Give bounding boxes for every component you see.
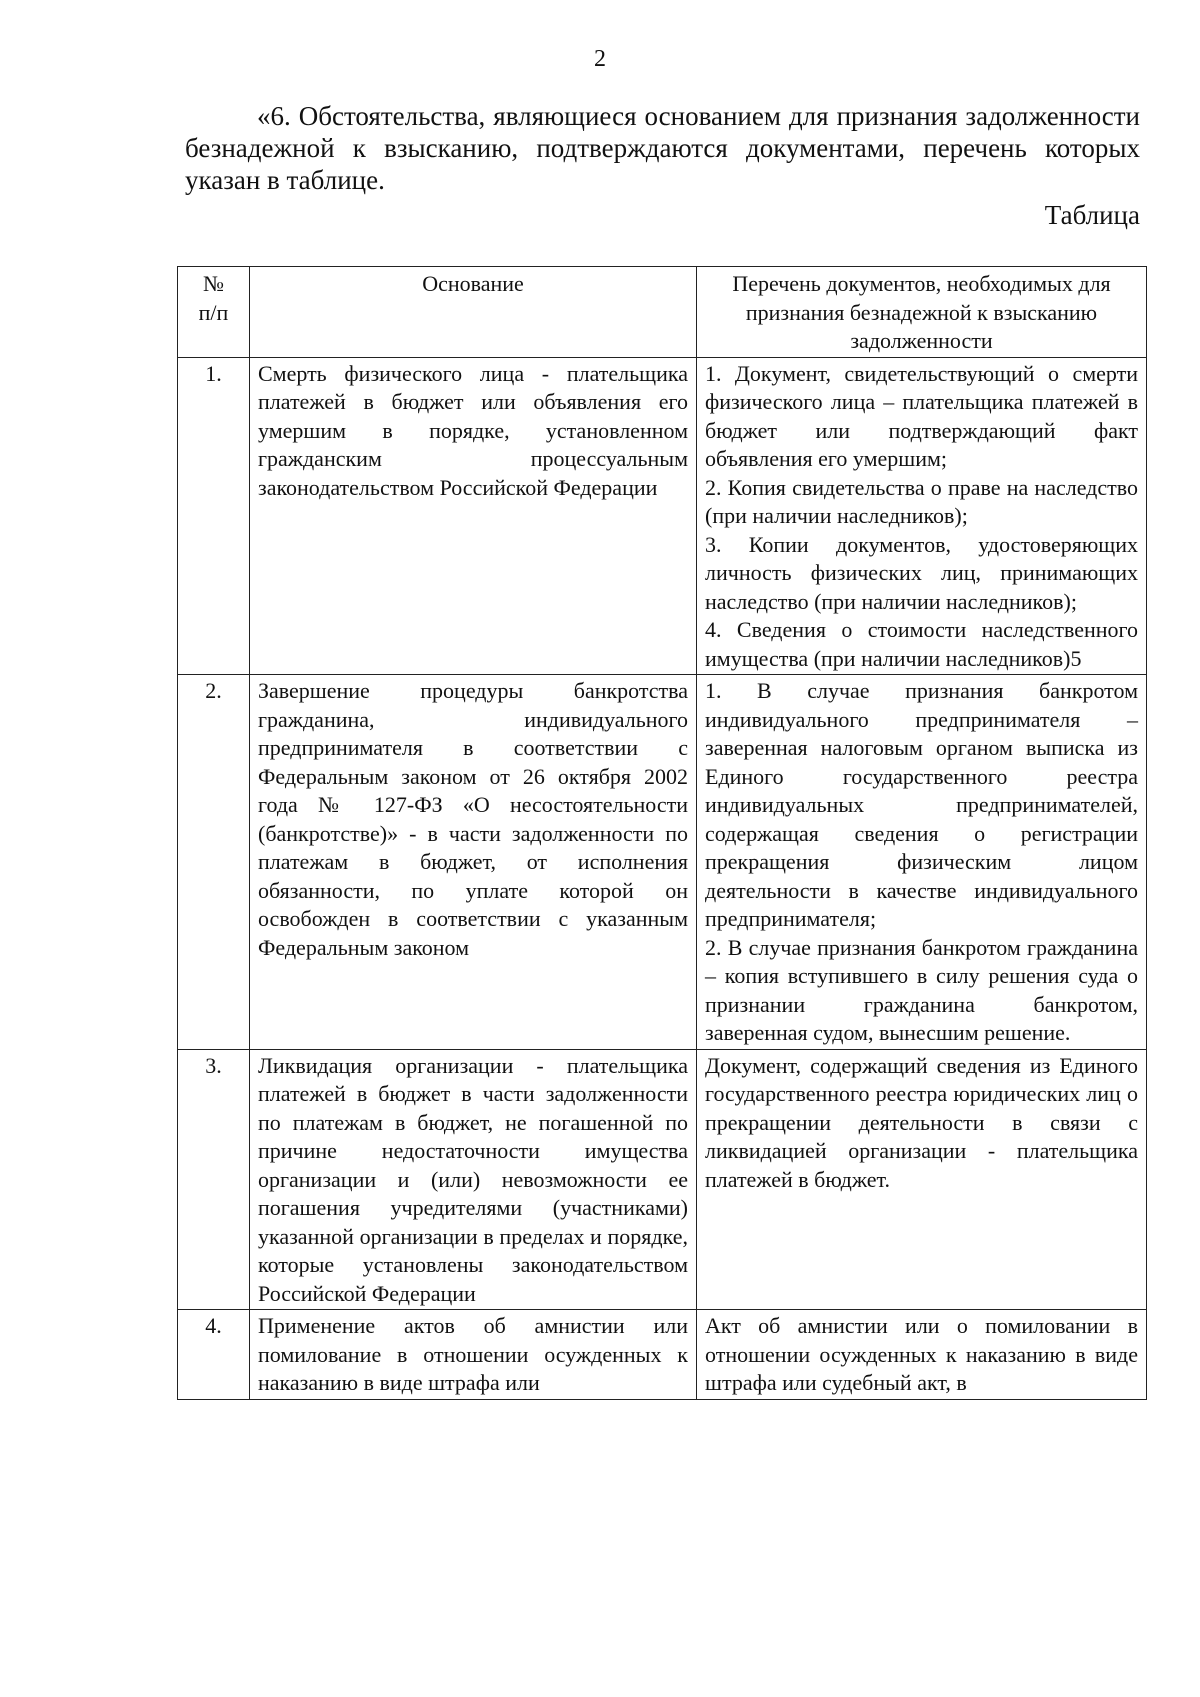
row-basis: Применение актов об амнистии или помилование в отношении осужденных к наказанию в виде штрафа или — [250, 1310, 697, 1400]
row-documents — [697, 1049, 1147, 1310]
table-header-row — [178, 267, 1147, 358]
document-item: 1. Документ, свидетельствующий о смерти физического лица – плательщика платежей в бюджет или подтверждающий факт объявления его умершим; — [705, 360, 1138, 471]
table-row — [178, 1049, 1147, 1310]
document-item: 2. Копия свидетельства о праве на наследство (при наличии наследников); — [705, 474, 1138, 528]
document-item: Документ, содержащий сведения из Единого государственного реестра юридических лиц о прекращении деятельности в связи с ликвидацией организации - плательщика платежей в бюджет. — [705, 1052, 1138, 1192]
documents-table — [177, 266, 1147, 1400]
row-documents — [697, 357, 1147, 675]
row-number: 4. — [178, 1310, 250, 1400]
document-item: Акт об амнистии или о помиловании в отношении осужденных к наказанию в виде штрафа или судебный акт, в — [705, 1313, 1138, 1395]
row-basis: Завершение процедуры банкротства гражданина, индивидуального предпринимателя в соответствии с Федеральным законом от 26 октября 2002 года № 127-ФЗ «О несостоятельности (банкротстве)» - в части задолженности по платежам в бюджет, от исполнения обязанности, по уплате которой он освобожден в соответствии с указанным Федеральным законом — [250, 675, 697, 1050]
row-basis: Смерть физического лица - плательщика платежей в бюджет или объявления его умершим в порядке, установленном гражданским процессуальным законодательством Российской Федерации — [250, 357, 697, 675]
header-number-line2: п/п — [198, 299, 229, 325]
header-number — [178, 267, 250, 358]
header-number-line1: № — [203, 271, 224, 296]
page-number: 2 — [594, 46, 606, 72]
table-row — [178, 357, 1147, 675]
intro-paragraph: «6. Обстоятельства, являющиеся основанием для признания задолженности безнадежной к взысканию, подтверждаются документами, перечень которых указан в таблице. — [185, 101, 1140, 195]
row-basis: Ликвидация организации - плательщика платежей в бюджет в части задолженности по платежам в бюджет, не погашенной по причине недостаточности имущества организации и (или) невозможности ее погашения учредителями (участниками) указанной организации в пределах и порядке, которые установлены законодательством Российской Федерации — [250, 1049, 697, 1310]
table-row — [178, 1310, 1147, 1400]
row-documents — [697, 1310, 1147, 1400]
document-item: 1. В случае признания банкротом индивидуального предпринимателя – заверенная налоговым органом выписка из Единого государственного реестра индивидуальных предпринимателей, содержащая сведения о регистрации прекращения физическим лицом деятельности в качестве индивидуального предпринимателя; — [705, 678, 1138, 931]
document-item: 2. В случае признания банкротом гражданина – копия вступившего в силу решения суда о признании гражданина банкротом, заверенная судом, вынесшим решение. — [705, 934, 1138, 1045]
row-number: 3. — [178, 1049, 250, 1310]
row-number: 1. — [178, 357, 250, 675]
document-item: 3. Копии документов, удостоверяющих личность физических лиц, принимающих наследство (при наличии наследников); — [705, 531, 1138, 614]
document-item: 4. Сведения о стоимости наследственного имущества (при наличии наследников)5 — [705, 617, 1138, 671]
row-number: 2. — [178, 675, 250, 1050]
table-row — [178, 675, 1147, 1050]
row-documents — [697, 675, 1147, 1050]
header-basis: Основание — [250, 267, 697, 358]
table-caption: Таблица — [1044, 200, 1140, 230]
header-documents: Перечень документов, необходимых для признания безнадежной к взысканию задолженности — [697, 267, 1147, 358]
